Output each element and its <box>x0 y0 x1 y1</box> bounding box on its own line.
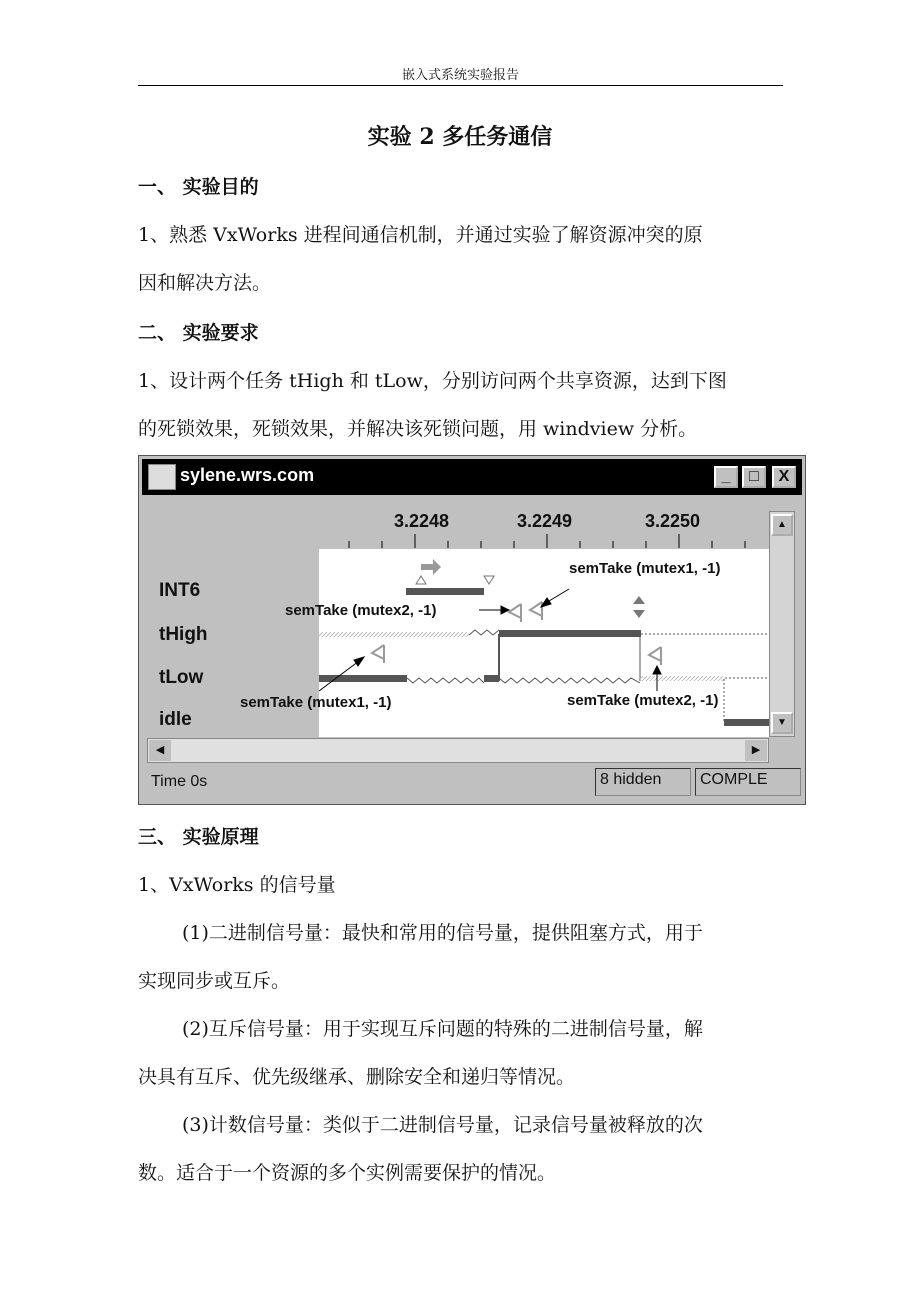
resize-arrows-icon <box>633 596 645 618</box>
page-header: 嵌入式系统实验报告 <box>401 68 519 83</box>
status-time: Time 0s <box>151 773 208 790</box>
windview-screenshot <box>138 455 806 805</box>
paragraph: (1)二进制信号量：最快和常用的信号量，提供阻塞方式，用于 <box>182 922 703 944</box>
paragraph: (2)互斥信号量：用于实现互斥问题的特殊的二进制信号量，解 <box>182 1018 703 1040</box>
thigh-bar <box>499 630 641 637</box>
section-heading: 二、 实验要求 <box>138 322 259 344</box>
annotation: semTake (mutex1, -1) <box>569 560 721 577</box>
paragraph: 决具有互斥、优先级继承、删除安全和递归等情况。 <box>138 1066 576 1088</box>
paragraph: 实现同步或互斥。 <box>138 970 291 992</box>
scroll-left-arrow-icon[interactable]: ◀ <box>149 740 171 761</box>
vertical-scrollbar[interactable] <box>769 511 795 737</box>
annotation: semTake (mutex1, -1) <box>240 694 392 711</box>
row-label-tlow: tLow <box>159 667 204 688</box>
scroll-down-arrow-icon[interactable]: ▼ <box>771 712 793 734</box>
paragraph: 1、VxWorks 的信号量 <box>138 874 336 896</box>
paragraph: 因和解决方法。 <box>138 272 272 294</box>
page-title: 实验 2 多任务通信 <box>367 124 553 150</box>
tlow-zigzag <box>499 678 640 683</box>
tick-label: 3.2250 <box>645 511 701 531</box>
int6-bar <box>406 588 484 595</box>
int-markers <box>416 576 494 584</box>
status-hidden: 8 hidden <box>595 768 691 796</box>
row-label-idle: idle <box>159 709 192 730</box>
close-button[interactable]: X <box>772 466 796 488</box>
scroll-up-arrow-icon[interactable]: ▲ <box>771 514 793 536</box>
scroll-right-arrow-icon[interactable]: ▶ <box>745 740 767 761</box>
minimize-button[interactable]: _ <box>714 466 738 488</box>
idle-bar <box>724 719 769 726</box>
interrupt-arrow-icon <box>421 559 441 575</box>
row-label-thigh: tHigh <box>159 624 208 645</box>
paragraph: 1、熟悉 VxWorks 进程间通信机制，并通过实验了解资源冲突的原 <box>138 224 703 246</box>
horizontal-scrollbar[interactable] <box>147 738 769 763</box>
maximize-button[interactable]: □ <box>742 466 766 488</box>
paragraph: (3)计数信号量：类似于二进制信号量，记录信号量被释放的次 <box>182 1114 703 1136</box>
tick-label: 3.2249 <box>517 511 573 531</box>
thigh-zigzag <box>469 630 499 635</box>
paragraph: 数。适合于一个资源的多个实例需要保护的情况。 <box>138 1162 557 1184</box>
paragraph: 的死锁效果，死锁效果，并解决该死锁问题，用 windview 分析。 <box>138 418 698 440</box>
section-heading: 三、 实验原理 <box>138 826 259 848</box>
status-mode: COMPLE <box>695 768 801 796</box>
thigh-pending <box>319 632 469 637</box>
header-divider <box>138 85 783 86</box>
annotation: semTake (mutex2, -1) <box>567 692 719 709</box>
time-ruler <box>319 534 769 548</box>
window-title: sylene.wrs.com <box>180 465 315 485</box>
tick-label: 3.2248 <box>394 511 450 531</box>
row-label-int6: INT6 <box>159 580 201 601</box>
annotation: semTake (mutex2, -1) <box>285 602 437 619</box>
paragraph: 1、设计两个任务 tHigh 和 tLow，分别访问两个共享资源，达到下图 <box>138 370 727 392</box>
section-heading: 一、 实验目的 <box>138 176 259 198</box>
